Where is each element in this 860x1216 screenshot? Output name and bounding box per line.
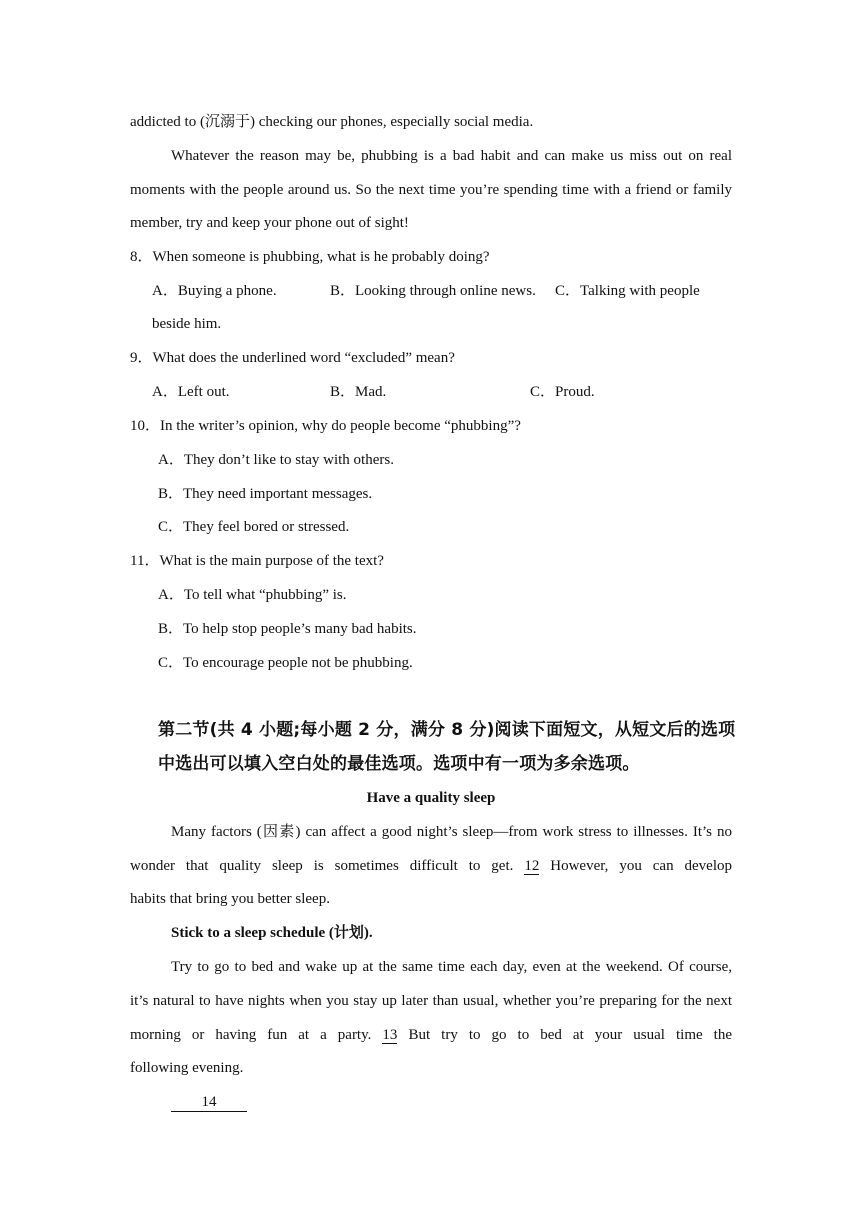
question-11-option-b[interactable]: B．To help stop people’s many bad habits. [158,621,417,637]
text-before-blank: morning or having fun at a party. [130,1027,372,1043]
question-10-option-c[interactable]: C．They feel bored or stressed. [158,519,350,535]
question-10-stem: 10．In the writer’s opinion, why do people become “phubbing”? [130,418,521,434]
passage-line: it’s natural to have nights when you stay up later than usual, whether you’re preparing for the next [130,993,732,1009]
question-9-option-b[interactable]: B．Mad. [330,384,387,400]
blank-14-line [171,1092,247,1112]
question-11-option-a[interactable]: A．To tell what “phubbing” is. [158,587,347,603]
passage-line: habits that bring you better sleep. [130,891,330,907]
question-8-option-a[interactable]: A．Buying a phone. [152,283,277,299]
section-heading-line2: 中选出可以填入空白处的最佳选项。选项中有一项为多余选项。 [158,754,640,774]
passage-line: Whatever the reason may be, phubbing is a bad habit and can make us miss out on real [171,148,732,164]
passage-line-with-blank-12 [130,856,732,876]
text-before-blank: wonder that quality sleep is sometimes difficult to get. [130,858,514,874]
question-8-stem: 8．When someone is phubbing, what is he probably doing? [130,249,490,265]
passage-line: following evening. [130,1060,244,1076]
passage-subheading: Stick to a sleep schedule (计划). [171,925,373,941]
passage-line-with-blank-13 [130,1025,732,1045]
question-8-option-b[interactable]: B．Looking through online news. [330,283,536,299]
question-8-option-c-continued: beside him. [152,316,222,332]
blank-12[interactable]: 12 [524,858,540,874]
question-9-option-a[interactable]: A．Left out. [152,384,230,400]
question-11-stem: 11．What is the main purpose of the text? [130,553,384,569]
question-8-option-c[interactable]: C．Talking with people [555,283,700,299]
passage-line: Try to go to bed and wake up at the same time each day, even at the weekend. Of course, [171,959,732,975]
question-11-option-c[interactable]: C．To encourage people not be phubbing. [158,655,413,671]
question-9-option-c[interactable]: C．Proud. [530,384,595,400]
blank-13[interactable]: 13 [382,1027,398,1043]
text-after-blank: But try to go to bed at your usual time the [408,1027,733,1043]
passage-line: member, try and keep your phone out of sight! [130,215,409,231]
question-10-option-b[interactable]: B．They need important messages. [158,486,373,502]
text-after-blank: However, you can develop [550,858,732,874]
passage-line: addicted to (沉溺于) checking our phones, especially social media. [130,114,534,130]
section-heading-line1: 第二节(共 4 小题;每小题 2 分，满分 8 分)阅读下面短文，从短文后的选项 [158,720,736,740]
passage-title: Have a quality sleep [366,790,496,806]
blank-14[interactable]: 14 [171,1094,247,1112]
question-10-option-a[interactable]: A．They don’t like to stay with others. [158,452,394,468]
passage-line: moments with the people around us. So the next time you’re spending time with a friend or family [130,182,732,198]
question-9-stem: 9．What does the underlined word “excluded” mean? [130,350,455,366]
passage-line: Many factors (因素) can affect a good night’s sleep—from work stress to illnesses. It’s no [171,824,732,840]
